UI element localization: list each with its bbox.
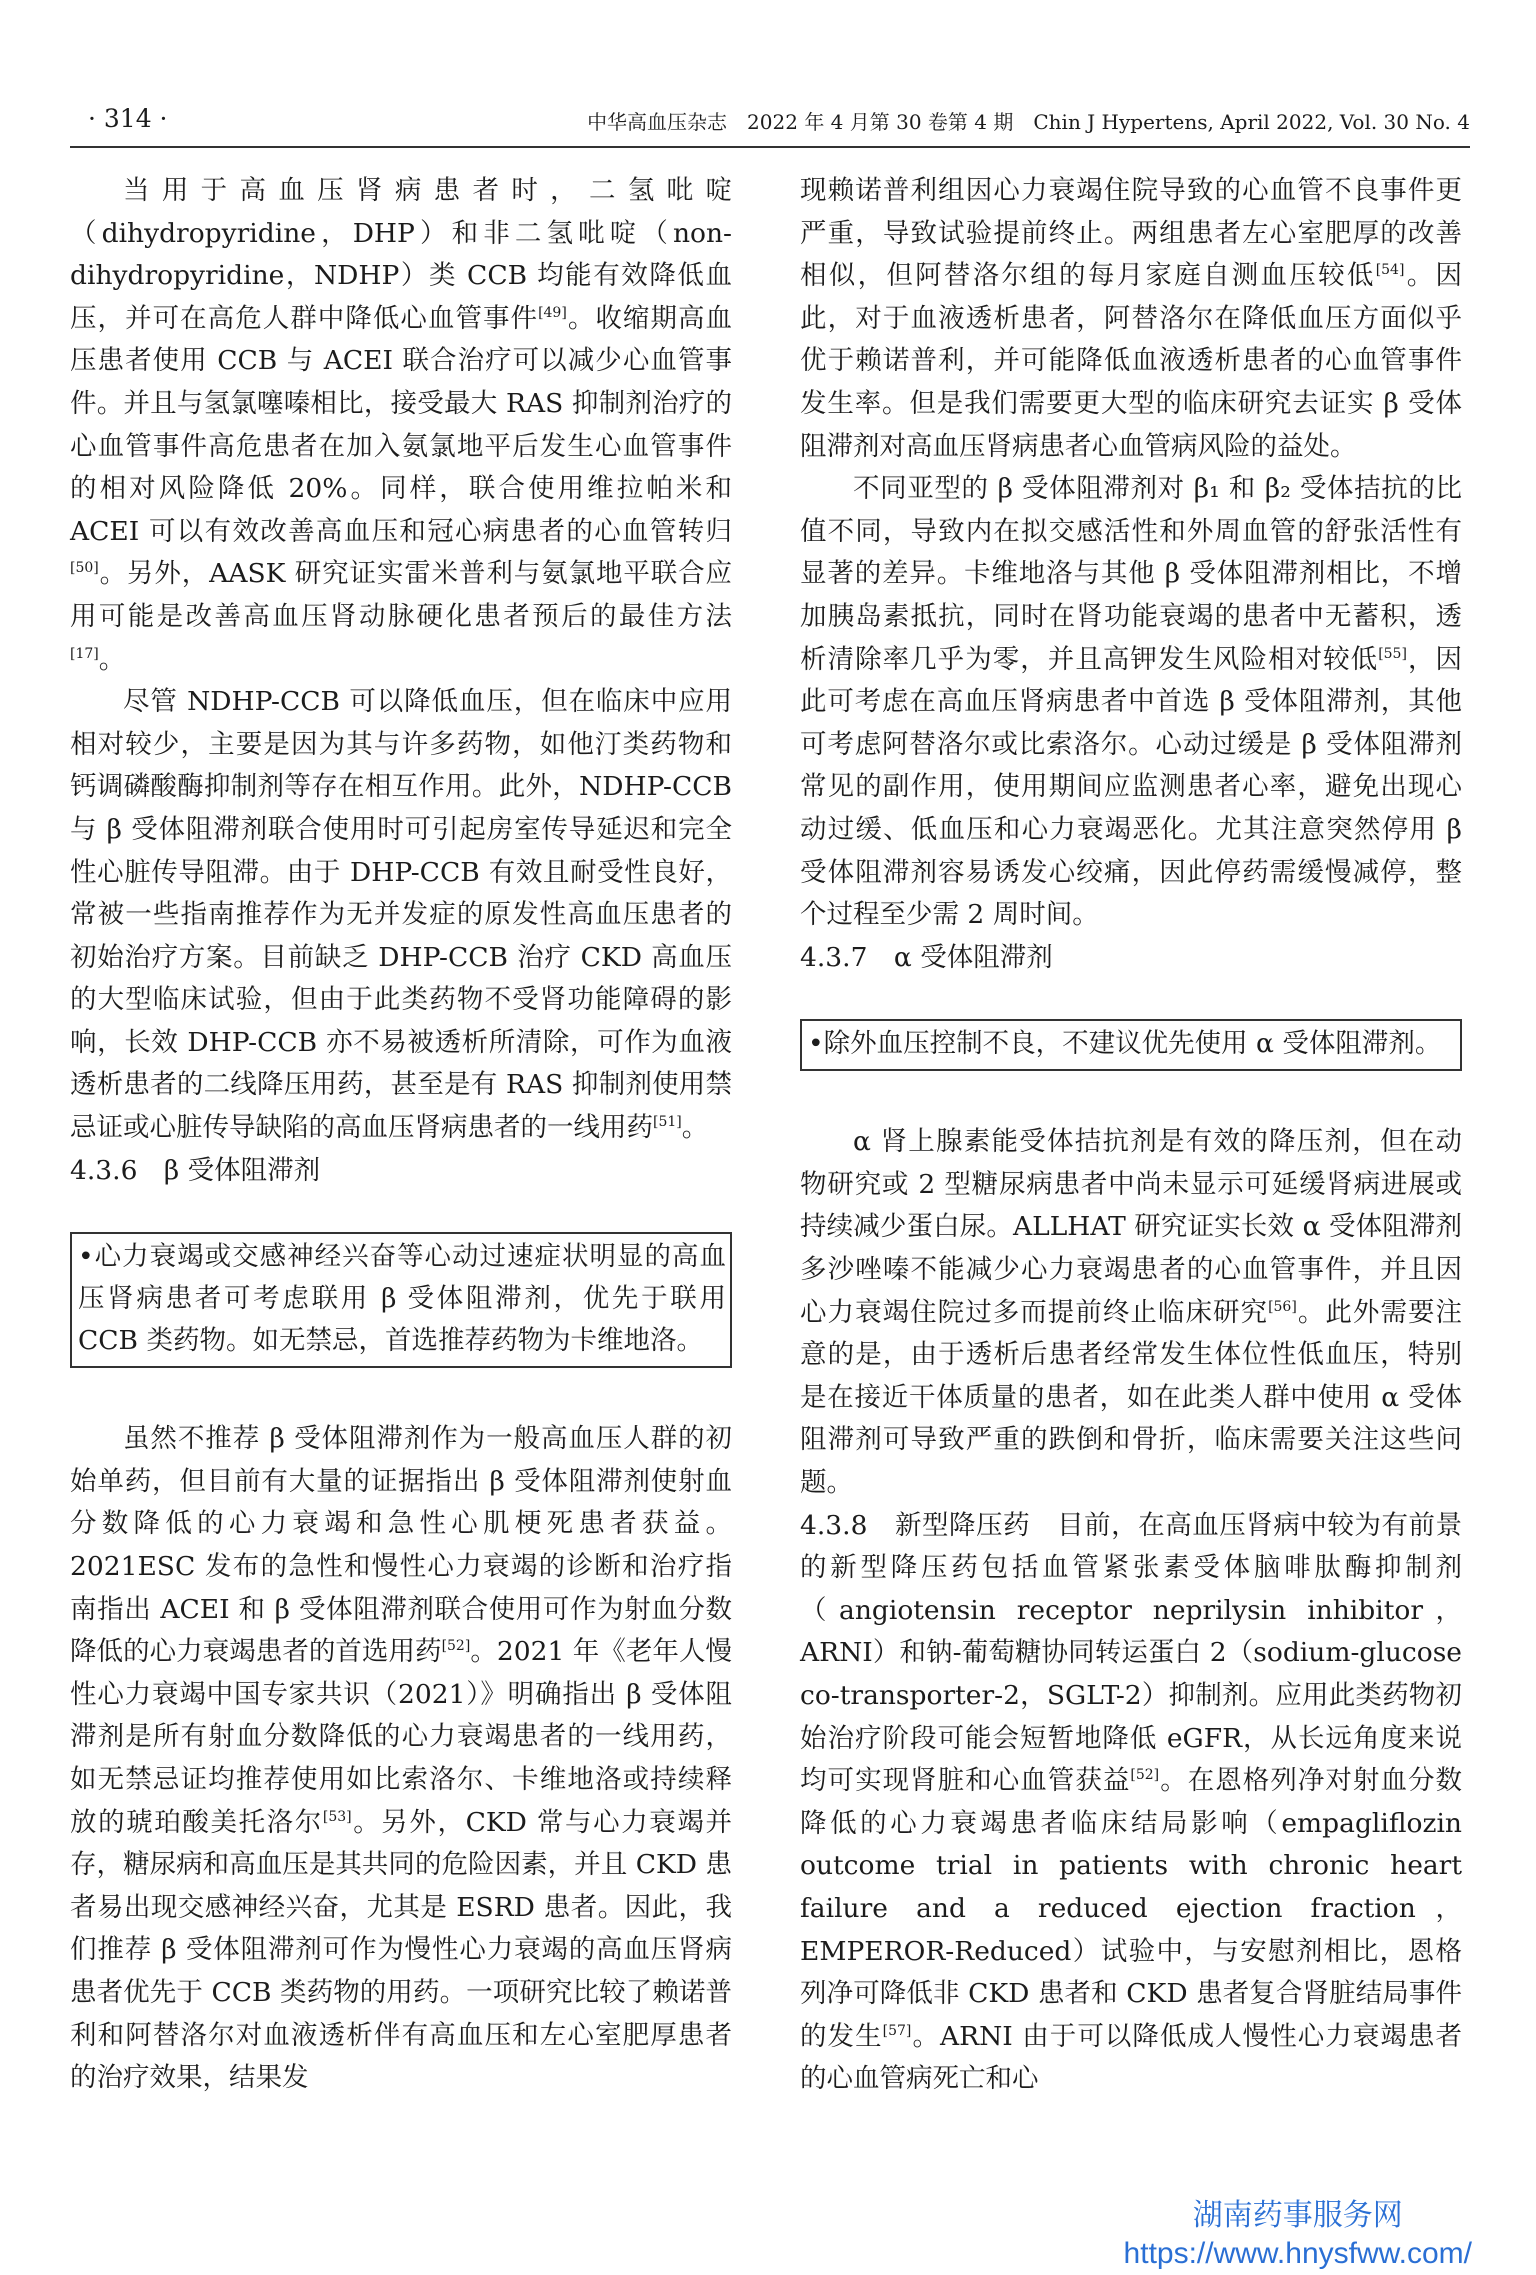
paragraph: 4.3.8 新型降压药 目前，在高血压肾病中较为有前景的新型降压药包括血管紧张素受体脑啡肽酶抑制剂（angiotensin receptor neprilysin inhibitor，ARNI）和钠-葡萄糖协同转运蛋白 2（sodium-glucose co-transporter-2，SGLT-2）抑制剂。应用此类药物初始治疗阶段可能会短暂地降低 eGFR，从长远角度来说均可实现肾脏和心血管获益[52]。在恩格列净对射血分数降低的心力衰竭患者临床结局影响（empagliflozin outcome trial in patients with chronic heart failure and a reduced ejection fraction，EMPEROR-Reduced）试验中，与安慰剂相比，恩格列净可降低非 CKD 患者和 CKD 患者复合肾脏结局事件的发生[57]。ARNI 由于可以降低成人慢性心力衰竭患者的心血管病死亡和心 [800, 1509, 1463, 2095]
watermark [1124, 2197, 1472, 2273]
page-number: · 314 · [88, 104, 168, 133]
right-column [800, 170, 1462, 2101]
watermark-name: 湖南药事服务网 [1192, 2199, 1403, 2232]
paragraph: 当用于高血压肾病患者时，二氢吡啶（dihydropyridine，DHP）和非二氢吡啶（non-dihydropyridine，NDHP）类 CCB 均能有效降低血压，并可在高危人群中降低心血管事件[49]。收缩期高血压患者使用 CCB 与 ACEI 联合治疗可以减少心血管事件。并且与氢氯噻嗪相比，接受最大 RAS 抑制剂治疗的心血管事件高危患者在加入氨氯地平后发生心血管事件的相对风险降低 20%。同样，联合使用维拉帕米和 ACEI 可以有效改善高血压和冠心病患者的心血管转归[50]。另外，AASK 研究证实雷米普利与氨氯地平联合应用可能是改善高血压肾动脉硬化患者预后的最佳方法[17]。 [70, 175, 733, 675]
paragraph: 现赖诺普利组因心力衰竭住院导致的心血管不良事件更严重，导致试验提前终止。两组患者左心室肥厚的改善相似，但阿替洛尔组的每月家庭自测血压较低[54]。因此，对于血液透析患者，阿替洛尔在降低血压方面似乎优于赖诺普利，并可能降低血液透析患者的心血管事件发生率。但是我们需要更大型的临床研究去证实 β 受体阻滞剂对高血压肾病患者心血管病风险的益处。 [800, 175, 1463, 462]
section-heading: 4.3.7 α 受体阻滞剂 [800, 941, 1053, 973]
journal-info: 中华高血压杂志 2022 年 4 月第 30 卷第 4 期 Chin J Hypertens, April 2022, Vol. 30 No. 4 [587, 110, 1470, 134]
recommendation-box: •心力衰竭或交感神经兴奋等心动过速症状明显的高血压肾病患者可考虑联用 β 受体阻滞剂，优先于联用 CCB 类药物。如无禁忌，首选推荐药物为卡维地洛。 [70, 1232, 732, 1368]
paragraph: α 肾上腺素能受体拮抗剂是有效的降压剂，但在动物研究或 2 型糖尿病患者中尚未显示可延缓肾病进展或持续减少蛋白尿。ALLHAT 研究证实长效 α 受体阻滞剂多沙唑嗪不能减少心力衰竭患者的心血管事件，并且因心力衰竭住院过多而提前终止临床研究[56]。此外需要注意的是，由于透析后患者经常发生体位性低血压，特别是在接近干体质量的患者，如在此类人群中使用 α 受体阻滞剂可导致严重的跌倒和骨折，临床需要关注这些问题。 [800, 1126, 1463, 1499]
left-column [70, 170, 732, 2100]
paragraph: 尽管 NDHP-CCB 可以降低血压，但在临床中应用相对较少，主要是因为其与许多药物，如他汀类药物和钙调磷酸酶抑制剂等存在相互作用。此外，NDHP-CCB 与 β 受体阻滞剂联合使用时可引起房室传导延迟和完全性心脏传导阻滞。由于 DHP-CCB 有效且耐受性良好，常被一些指南推荐作为无并发症的原发性高血压患者的初始治疗方案。目前缺乏 DHP-CCB 治疗 CKD 高血压的大型临床试验，但由于此类药物不受肾功能障碍的影响，长效 DHP-CCB 亦不易被透析所清除，可作为血液透析患者的二线降压用药，甚至是有 RAS 抑制剂使用禁忌证或心脏传导缺陷的高血压肾病患者的一线用药[51]。 [70, 686, 732, 1144]
page-header [70, 96, 1470, 148]
watermark-url[interactable]: https://www.hnysfww.com/ [1123, 2237, 1472, 2270]
recommendation-box: •除外血压控制不良，不建议优先使用 α 受体阻滞剂。 [800, 1019, 1462, 1071]
section-heading: 4.3.6 β 受体阻滞剂 [70, 1154, 321, 1186]
paragraph: 不同亚型的 β 受体阻滞剂对 β₁ 和 β₂ 受体拮抗的比值不同，导致内在拟交感活性和外周血管的舒张活性有显著的差异。卡维地洛与其他 β 受体阻滞剂相比，不增加胰岛素抵抗，同时在肾功能衰竭的患者中无蓄积，透析清除率几乎为零，并且高钾发生风险相对较低[55]，因此可考虑在高血压肾病患者中首选 β 受体阻滞剂，其他可考虑阿替洛尔或比索洛尔。心动过缓是 β 受体阻滞剂常见的副作用，使用期间应监测患者心率，避免出现心动过缓、低血压和心力衰竭恶化。尤其注意突然停用 β 受体阻滞剂容易诱发心绞痛，因此停药需缓慢减停，整个过程至少需 2 周时间。 [800, 473, 1463, 931]
paragraph: 虽然不推荐 β 受体阻滞剂作为一般高血压人群的初始单药，但目前有大量的证据指出 β 受体阻滞剂使射血分数降低的心力衰竭和急性心肌梗死患者获益。2021ESC 发布的急性和慢性心力衰竭的诊断和治疗指南指出 ACEI 和 β 受体阻滞剂联合使用可作为射血分数降低的心力衰竭患者的首选用药[52]。2021 年《老年人慢性心力衰竭中国专家共识（2021）》明确指出 β 受体阻滞剂是所有射血分数降低的心力衰竭患者的一线用药，如无禁忌证均推荐使用如比索洛尔、卡维地洛或持续释放的琥珀酸美托洛尔[53]。另外，CKD 常与心力衰竭并存，糖尿病和高血压是其共同的危险因素，并且 CKD 患者易出现交感神经兴奋，尤其是 ESRD 患者。因此，我们推荐 β 受体阻滞剂可作为慢性心力衰竭的高血压肾病患者优先于 CCB 类药物的用药。一项研究比较了赖诺普利和阿替洛尔对血液透析伴有高血压和左心室肥厚患者的治疗效果，结果发 [70, 1423, 732, 2094]
